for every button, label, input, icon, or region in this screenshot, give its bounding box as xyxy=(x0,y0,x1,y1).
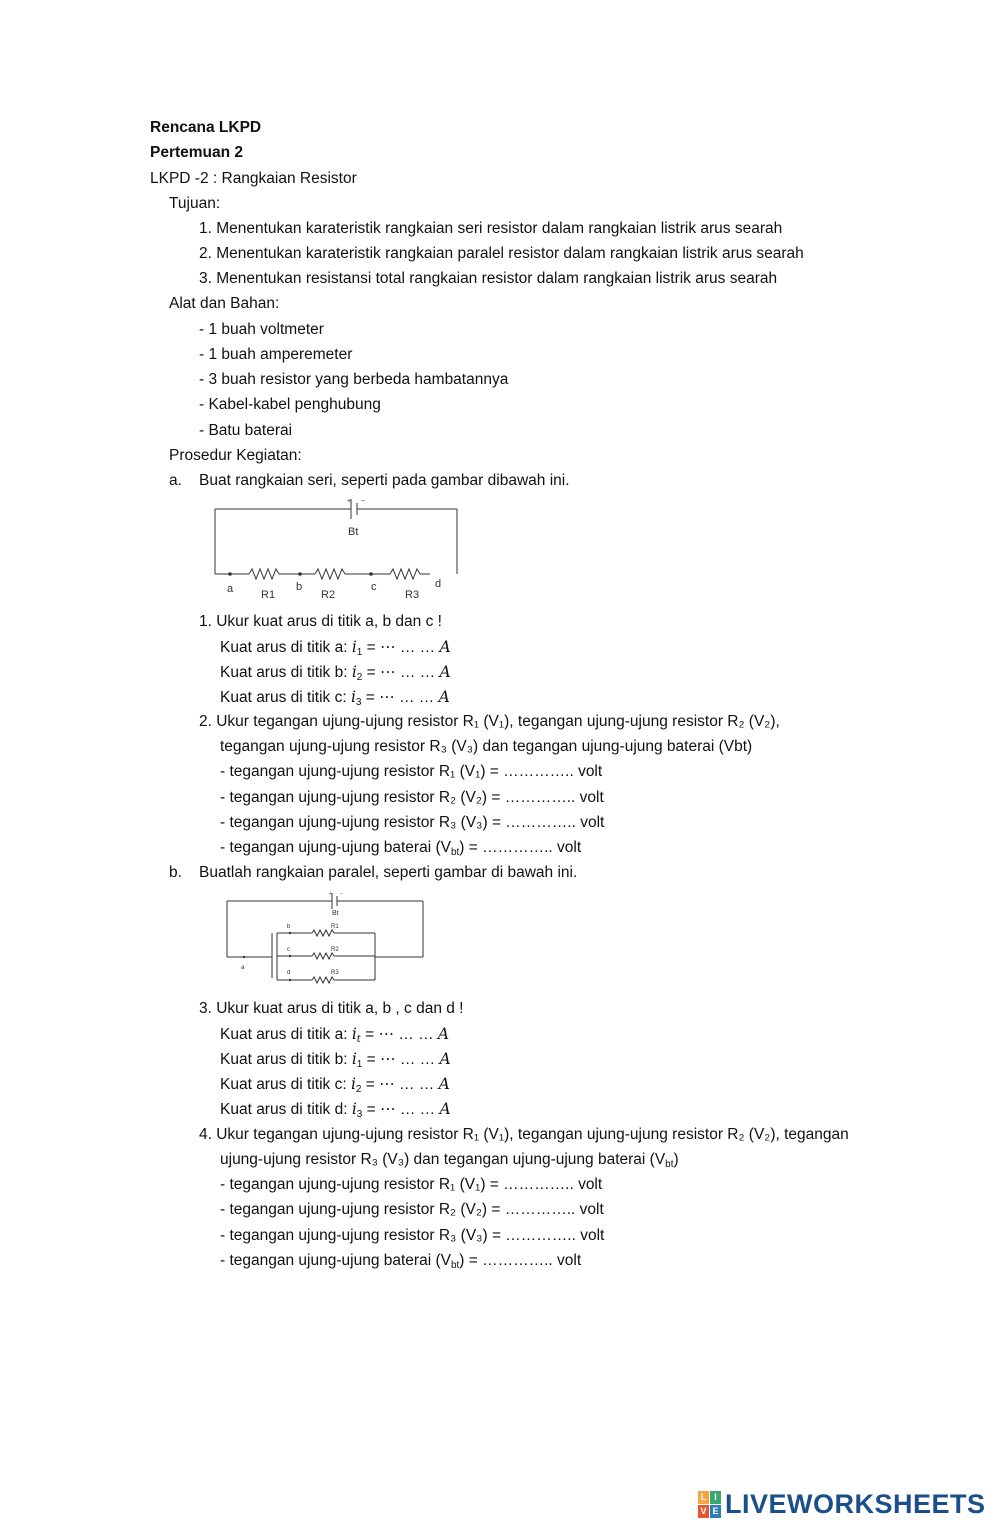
step-b-text: Buatlah rangkaian paralel, seperti gambar di bawah ini. xyxy=(199,864,578,881)
tujuan-item: 3. Menentukan resistansi total rangkaian resistor dalam rangkaian listrik arus searah xyxy=(199,270,778,287)
tujuan-item: 2. Menentukan karateristik rangkaian paralel resistor dalam rangkaian listrik arus searah xyxy=(199,245,804,262)
q1-row: Kuat arus di titik b: i2 = ⋯ … … A xyxy=(220,663,451,683)
meeting-label: Pertemuan 2 xyxy=(150,144,244,161)
q4-line: 4. Ukur tegangan ujung-ujung resistor R₁ (V₁), tegangan ujung-ujung resistor R₂ (V₂), tegangan xyxy=(199,1126,849,1143)
series-battery-label: Bt xyxy=(348,526,359,538)
alat-heading: Alat dan Bahan: xyxy=(169,295,280,312)
logo-text: LIVEWORKSHEETS xyxy=(725,1488,986,1519)
q2-line: tegangan ujung-ujung resistor R₃ (V₃) dan tegangan ujung-ujung baterai (Vbt) xyxy=(220,738,753,755)
parallel-resistor-label: R3 xyxy=(331,970,339,976)
svg-text:+: + xyxy=(347,498,352,505)
parallel-node-label: b xyxy=(287,924,291,930)
series-circuit-diagram xyxy=(205,494,475,604)
q3-row: Kuat arus di titik a: it = ⋯ … … A xyxy=(220,1025,450,1045)
q1-title: 1. Ukur kuat arus di titik a, b dan c ! xyxy=(199,613,442,630)
series-resistor-label: R3 xyxy=(405,589,420,601)
parallel-circuit-diagram xyxy=(222,888,432,990)
q4-battery-item: - tegangan ujung-ujung baterai (Vbt) = ………….. volt xyxy=(220,1252,582,1271)
step-b-letter: b. xyxy=(169,864,182,881)
q2-item: - tegangan ujung-ujung resistor R₁ (V₁) = ………….. volt xyxy=(220,763,603,780)
q3-title: 3. Ukur kuat arus di titik a, b , c dan d ! xyxy=(199,1000,464,1017)
step-a-letter: a. xyxy=(169,472,182,489)
step-a-text: Buat rangkaian seri, seperti pada gambar dibawah ini. xyxy=(199,472,570,489)
parallel-resistor-label: R2 xyxy=(331,947,339,953)
alat-item: - Kabel-kabel penghubung xyxy=(199,396,381,413)
svg-text:+: + xyxy=(329,891,332,897)
parallel-node-label: d xyxy=(287,970,291,976)
q4-item: - tegangan ujung-ujung resistor R₃ (V₃) = ………….. volt xyxy=(220,1227,605,1244)
liveworksheets-logo[interactable] xyxy=(698,1488,986,1520)
q1-row: Kuat arus di titik c: i3 = ⋯ … … A xyxy=(220,688,450,708)
alat-item: - Batu baterai xyxy=(199,422,293,439)
q3-row: Kuat arus di titik c: i2 = ⋯ … … A xyxy=(220,1075,450,1095)
document-title: Rencana LKPD xyxy=(150,119,262,136)
series-resistor-label: R2 xyxy=(321,589,336,601)
q3-row: Kuat arus di titik d: i3 = ⋯ … … A xyxy=(220,1100,451,1120)
prosedur-heading: Prosedur Kegiatan: xyxy=(169,447,302,464)
parallel-node-label: c xyxy=(287,947,290,953)
logo-mark-icon: L I V E xyxy=(698,1491,721,1518)
parallel-battery-label: Bt xyxy=(332,910,339,917)
q1-row: Kuat arus di titik a: i1 = ⋯ … … A xyxy=(220,638,451,658)
tujuan-item: 1. Menentukan karateristik rangkaian seri resistor dalam rangkaian listrik arus searah xyxy=(199,220,783,237)
series-resistor-label: R1 xyxy=(261,589,276,601)
q3-row: Kuat arus di titik b: i1 = ⋯ … … A xyxy=(220,1050,451,1070)
worksheet-subtitle: LKPD -2 : Rangkaian Resistor xyxy=(150,170,357,187)
svg-text:−: − xyxy=(340,891,343,897)
q4-item: - tegangan ujung-ujung resistor R₂ (V₂) = ………….. volt xyxy=(220,1201,604,1218)
alat-item: - 3 buah resistor yang berbeda hambatannya xyxy=(199,371,509,388)
alat-item: - 1 buah amperemeter xyxy=(199,346,353,363)
series-node-label: b xyxy=(296,581,303,593)
q2-line: 2. Ukur tegangan ujung-ujung resistor R₁ (V₁), tegangan ujung-ujung resistor R₂ (V₂), xyxy=(199,713,780,730)
series-node-label: a xyxy=(227,583,234,595)
parallel-node-label: a xyxy=(241,965,245,971)
q2-item: - tegangan ujung-ujung resistor R₂ (V₂) = ………….. volt xyxy=(220,789,604,806)
series-node-label: c xyxy=(371,581,377,593)
svg-text:−: − xyxy=(361,498,366,505)
q2-item: - tegangan ujung-ujung resistor R₃ (V₃) = ………….. volt xyxy=(220,814,605,831)
series-node-label: d xyxy=(435,578,442,590)
q4-line: ujung-ujung resistor R₃ (V₃) dan tegangan ujung-ujung baterai (Vbt) xyxy=(220,1151,679,1170)
q2-battery-item: - tegangan ujung-ujung baterai (Vbt) = ………….. volt xyxy=(220,839,582,858)
q4-item: - tegangan ujung-ujung resistor R₁ (V₁) = ………….. volt xyxy=(220,1176,603,1193)
tujuan-heading: Tujuan: xyxy=(169,195,221,212)
alat-item: - 1 buah voltmeter xyxy=(199,321,324,338)
parallel-resistor-label: R1 xyxy=(331,924,339,930)
